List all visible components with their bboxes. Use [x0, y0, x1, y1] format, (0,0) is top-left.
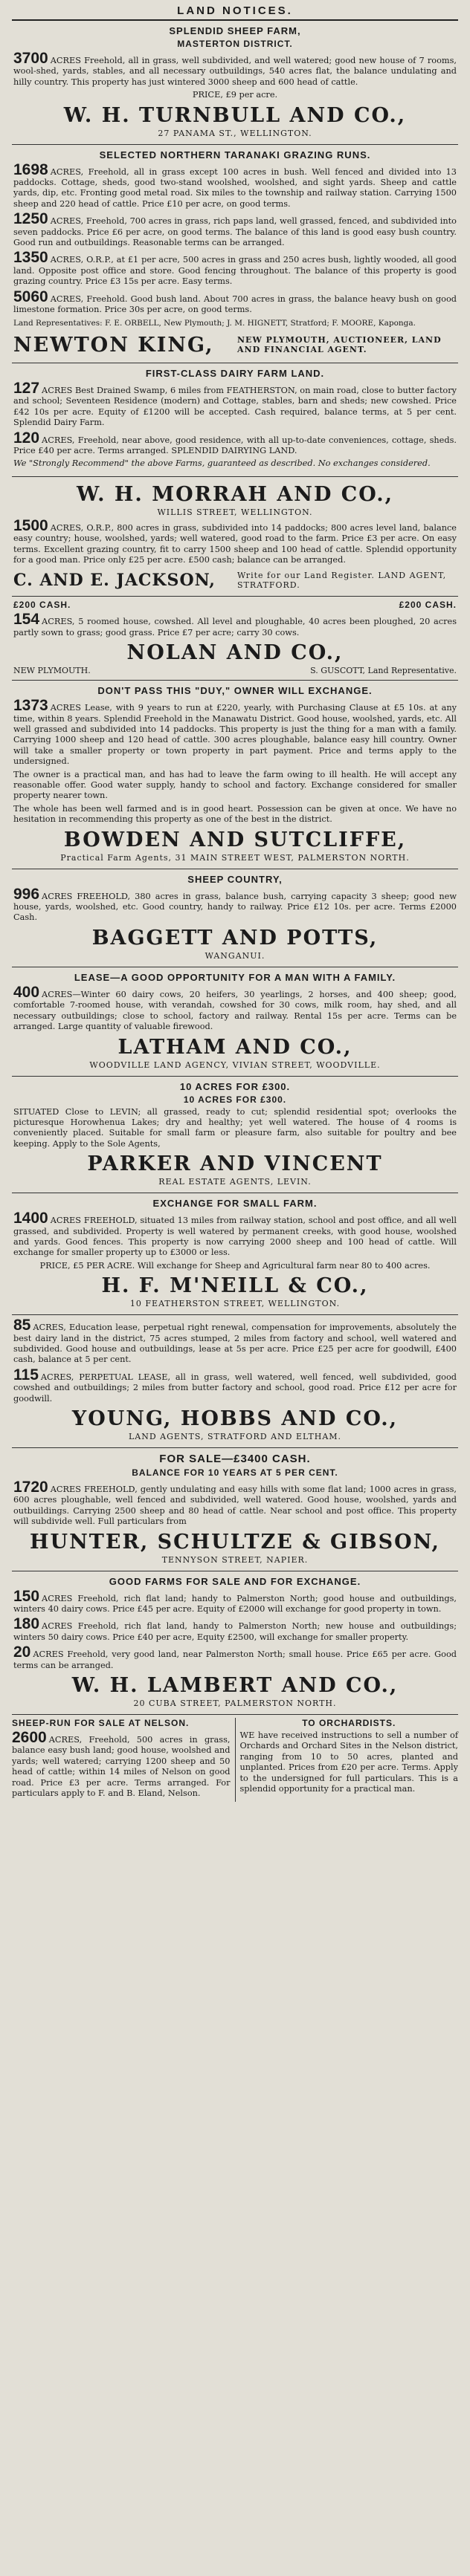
firm-address: Practical Farm Agents, 31 MAIN STREET WEST, PALMERSTON NORTH.: [60, 852, 410, 863]
notice-heading: FIRST-CLASS DAIRY FARM LAND.: [145, 367, 325, 379]
firm-name: BOWDEN AND SUTCLIFFE,: [63, 828, 407, 851]
listing-text: ACRES Freehold, rich flat land, handy to Palmerston North; new house and outbuildings; winters 50 dairy cows. Price £40 per acre, Equity £2500, will exchange for smaller property.: [13, 1621, 457, 1642]
listing-entry: [13, 1645, 457, 1671]
firm-name: NEWTON KING,: [13, 333, 214, 357]
notice-nelson-run: [12, 1718, 231, 1801]
listing-text: SITUATED Close to LEVIN; all grassed, ready to cut; splendid residential spot; overlooks the picturesque Horowhenua Lakes; dry and healthy; yet well watered. The house of 4 rooms is conveniently placed. Suitable for small farm or pleasure farm, also suitable for poultry and bee keeping. Apply to the Sole Agents,: [13, 1106, 457, 1149]
notice-nolan: [12, 597, 458, 681]
notice-heading: SELECTED NORTHERN TARANAKI GRAZING RUNS.: [99, 149, 371, 160]
notice-lease: [12, 967, 458, 1077]
listing-text: ACRES FREEHOLD, situated 13 miles from railway station, school and post office, and all well grassed, and subdivided. Property is well watered by permanent creeks, with good house, woolshed and yards. Good fences. This property is now carrying 2000 sheep and 100 head of cattle. Will exchange for smaller property up to £3000 or less.: [13, 1216, 457, 1258]
notice-heading: 10 ACRES FOR £300.: [179, 1080, 291, 1092]
acreage-number: 3700: [13, 50, 48, 67]
firm-address: Write for our Land Register. LAND AGENT, STRATFORD.: [237, 571, 447, 591]
firm-address: REAL ESTATE AGENTS, LEVIN.: [158, 1177, 312, 1187]
listing-text: ACRES FREEHOLD, gently undulating and easy hills with some flat land; 1000 acres in grass, 600 acres ploughable, well fenced and subdivided, well watered. Good house, woolshed, yards and outbuildings. Carrying 2500 sheep and 80 head of cattle. Near school and post office. This property will subdivide well. Full particulars from: [13, 1485, 457, 1527]
firm-name: HUNTER, SCHULTZE & GIBSON,: [30, 1530, 440, 1554]
acreage-number: 1250: [13, 210, 48, 228]
acreage-number: 5060: [13, 288, 48, 305]
listing-paragraph: The owner is a practical man, and has had to leave the farm owing to ill health. He will accept any reasonable offer. Good water supply, handy to school and factory. Exchange considered for smaller property nearer town.: [13, 769, 457, 801]
listing-entry: [13, 1368, 457, 1404]
acreage-number: 996: [13, 885, 40, 903]
listing-entry: [13, 250, 457, 287]
notice-sheep-country: [12, 869, 458, 967]
notice-heading: SHEEP COUNTRY,: [187, 873, 283, 885]
listing-entry: [13, 698, 457, 767]
notice-exchange: [12, 681, 458, 869]
listing-entry: [13, 985, 457, 1033]
listing-entry: [13, 1211, 457, 1259]
acreage-number: 2600: [12, 1729, 47, 1747]
listing-text: ACRES, 5 roomed house, cowshed. All level and ploughable, 40 acres been ploughed, 20 acres partly sown to grass; good grass. Price £7 per acre; carry 30 cows.: [13, 617, 457, 637]
firm-address: LAND AGENTS, STRATFORD AND ELTHAM.: [128, 1432, 342, 1441]
price-line: PRICE, £5 PER ACRE. Will exchange for Sheep and Agricultural farm near 80 to 400 acres.: [39, 1260, 431, 1271]
firm-name: W. H. TURNBULL AND CO.,: [63, 103, 407, 127]
firm-name: H. F. M'NEILL & CO.,: [101, 1274, 369, 1298]
firm-row: [13, 331, 457, 358]
notice-heading: EXCHANGE FOR SMALL FARM.: [152, 1198, 318, 1210]
acreage-number: 180: [13, 1615, 40, 1633]
address-row: [13, 666, 457, 675]
notice-levin: [12, 1077, 458, 1194]
firm-name: W. H. MORRAH AND CO.,: [76, 482, 394, 506]
notice-sheep-farm: [12, 21, 458, 145]
notice-subheading: MASTERTON DISTRICT.: [177, 39, 293, 49]
notice-heading: FOR SALE—£3400 CASH.: [159, 1453, 311, 1465]
firm-address: 27 PANAMA ST., WELLINGTON.: [158, 128, 312, 138]
notice-dairy-farm-land: [12, 363, 458, 477]
acreage-number: 1373: [13, 697, 48, 715]
notice-young-hobbs: [12, 1315, 458, 1448]
notice-good-farms: [12, 1571, 458, 1715]
notice-heading: SPLENDID SHEEP FARM,: [169, 25, 301, 36]
notice-taranaki-runs: [12, 145, 458, 363]
notice-subheading: BALANCE FOR 10 YEARS AT 5 PER CENT.: [132, 1467, 338, 1478]
acreage-number: 120: [13, 429, 40, 447]
newspaper-page: [12, 0, 458, 1802]
firm-address: NEW PLYMOUTH, AUCTIONEER, LAND AND FINANCIAL AGENT.: [237, 334, 442, 354]
notice-heading: GOOD FARMS FOR SALE AND FOR EXCHANGE.: [109, 1575, 361, 1587]
price-line: PRICE, £9 per acre.: [192, 90, 278, 100]
firm-name: PARKER AND VINCENT: [87, 1152, 383, 1176]
listing-text: ACRES, Freehold, all in grass except 100 acres in bush. Well fenced and divided into 13 paddocks. Cottage, sheds, good two-stand woolshed, woolshed, and sight yards. Sheep and cattle yards, dip, etc. Fronting good metal road. Six miles to the township and railway station. Carrying 1500 sheep and 220 head of cattle. Price £10 per acre, on good terms.: [13, 166, 457, 209]
listing-entry: [13, 1480, 457, 1528]
listing-text: ACRES, Freehold. Good bush land. About 700 acres in grass, the balance heavy bush on good limestone formation. Price 30s per acre, on good terms.: [13, 293, 457, 315]
page-header: LAND NOTICES.: [12, 3, 458, 21]
firm-name: YOUNG, HOBBS AND CO.,: [71, 1407, 399, 1430]
acreage-number: 1400: [13, 1210, 48, 1227]
notice-body: [13, 51, 457, 88]
listing-text: ACRES, Freehold, near above, good residence, with all up-to-date conveniences, cottage, sheds. Price £40 per acre. Terms arranged. SPLENDID DAIRYING LAND.: [13, 435, 457, 455]
notice-heading: LEASE—A GOOD OPPORTUNITY FOR A MAN WITH A FAMILY.: [74, 971, 396, 983]
firm-address: NEW PLYMOUTH.: [13, 666, 91, 676]
notice-text: ACRES Freehold, all in grass, well subdivided, and well watered; good new house of 7 rooms, wool-shed, yards, stables, and all necessary outbuildings, 540 acres flat, the balance undulating and hilly country. This property has just wintered 3000 sheep and 600 head of cattle.: [13, 56, 457, 87]
notice-orchardists: [240, 1718, 459, 1801]
firm-name: C. AND E. JACKSON,: [13, 571, 216, 591]
listing-entry: [12, 1730, 231, 1799]
representatives-note: Land Representatives: F. E. ORBELL, New Plymouth; J. M. HIGNETT, Stratford; F. MOORE, Kaponga.: [13, 318, 416, 328]
notice-small-farm-exchange: [12, 1193, 458, 1315]
recommend-note: We "Strongly Recommend" the above Farms, guaranteed as described. No exchanges considered.: [13, 458, 431, 469]
acreage-number: 1720: [13, 1479, 48, 1496]
notice-morrah: [12, 477, 458, 597]
listing-text: ACRES, O.R.P., 800 acres in grass, subdivided into 14 paddocks; 800 acres level land, balance easy country; house, woolshed, yards; well watered, good road to the farm. Price £3 per acre. On easy terms. Excellent grazing country, fit to carry 1500 sheep and 100 head of cattle. Splendid opportunity for a good man. Price only £25 per acre. £500 cash; balance can be arranged.: [13, 522, 457, 565]
listing-text: ACRES Freehold, rich flat land; handy to Palmerston North; good house and outbuildings, winters 40 dairy cows. Price £45 per acre. Equity of £2000 will exchange for good property in town.: [13, 1593, 457, 1615]
notice-for-sale-cash: [12, 1448, 458, 1571]
column-divider: [235, 1718, 236, 1801]
listing-entry: [13, 1318, 457, 1366]
listing-text: ACRES FREEHOLD, 380 acres in grass, balance bush, carrying capacity 3 sheep; good new house, yards, woolshed, etc. Good country, handy to railway. Price £12 10s. per acre. Terms £2000 Cash.: [13, 891, 457, 923]
acreage-number: 400: [13, 983, 40, 1001]
listing-entry: [13, 1589, 457, 1615]
firm-address: 10 FEATHERSTON STREET, WELLINGTON.: [129, 1299, 341, 1309]
acreage-number: 127: [13, 379, 40, 397]
listing-text: ACRES, O.R.P., at £1 per acre, 500 acres in grass and 250 acres bush, lightly wooded, all good land. Opposite post office and store. Good fencing throughout. The balance of this property is good grazing country. Price £3 15s per acre. Easy terms.: [13, 255, 457, 287]
acreage-number: 1500: [13, 516, 48, 534]
cash-right: £200 CASH.: [399, 600, 457, 611]
acreage-number: 154: [13, 611, 40, 629]
listing-text: ACRES—Winter 60 dairy cows, 20 heifers, 30 yearlings, 2 horses, and 400 sheep; good, comfortable 7-roomed house, with verandah, cowshed for 30 cows, milk room, hay shed, and all necessary outbuildings; close to school, factory and railway. Rental 15s per acre. Terms can be arranged. Large quantity of valuable firewood.: [13, 989, 457, 1032]
cash-left: £200 CASH.: [13, 600, 71, 611]
listing-text: ACRES Freehold, very good land, near Palmerston North; small house. Price £65 per acre. Good terms can be arranged.: [13, 1649, 457, 1670]
listing-entry: [13, 612, 457, 638]
notice-heading: DON'T PASS THIS "DUY," OWNER WILL EXCHANGE.: [97, 685, 373, 697]
listing-text: ACRES, PERPETUAL LEASE, all in grass, well watered, well fenced, well subdivided, good cowshed and outbuildings; 2 miles from butter factory and school, good road. Price £12 per acre for goodwill.: [13, 1372, 457, 1404]
representative: S. GUSCOTT, Land Representative.: [310, 666, 457, 676]
notice-heading: SHEEP-RUN FOR SALE AT NELSON.: [12, 1718, 190, 1729]
listing-text: ACRES, Education lease, perpetual right renewal, compensation for improvements, absolutely the best dairy land in the district, 75 acres stumped, 2 miles from factory and school, well watered and subdivided. Good house and outbuildings, lease at 5s per acre. Price £25 per acre for goodwill, £400 cash, balance at 5 per cent.: [13, 1323, 457, 1365]
firm-name: NOLAN AND CO.,: [126, 641, 344, 665]
listing-text: ACRES, Freehold, 500 acres in grass, balance easy bush land; good house, woolshed and yards; well watered; carrying 1200 sheep and 50 head of cattle; within 14 miles of Nelson on good road. Price £3 per acre. Terms arranged. For particulars apply to F. and B. Eland, Nelson.: [12, 1735, 231, 1799]
listing-entry: [13, 160, 457, 210]
firm-name: W. H. LAMBERT AND CO.,: [71, 1674, 399, 1698]
notice-heading: TO ORCHARDISTS.: [302, 1718, 396, 1729]
acreage-number: 1350: [13, 249, 48, 267]
listing-text: ACRES Lease, with 9 years to run at £220, yearly, with Purchasing Clause at £5 10s. at any time, within 8 years. Splendid Freehold in the Manawatu District. Good house, woolshed, yards, etc. All well grassed and subdivided into 14 paddocks. This property is just the thing for a man with a family. Carrying 1000 sheep and 120 head of cattle. 300 acres ploughable, balance easy hill country. Owner will take a smaller property or town property in part payment. Price and terms apply to the undersigned.: [13, 703, 457, 767]
acreage-number: 115: [13, 1366, 39, 1383]
firm-address: TENNYSON STREET, NAPIER.: [161, 1554, 309, 1565]
listing-entry: [13, 381, 457, 429]
acreage-number: 20: [13, 1644, 31, 1661]
listing-entry: [13, 290, 457, 316]
notice-subheading: 10 ACRES FOR £300.: [183, 1094, 287, 1105]
cash-row: [13, 600, 457, 612]
firm-address: WILLIS STREET, WELLINGTON.: [157, 507, 313, 517]
listing-text: ACRES Best Drained Swamp, 6 miles from FEATHERSTON, on main road, close to butter factory and school; Seventeen Residence (modern) and Cottage, stables, barn and sheds; new cowshed. Price £42 10s per acre. Equity of £1200 will be accepted. Cash required, balance terms, at 5 per cent. Splendid Dairy Farm.: [13, 385, 457, 428]
listing-entry: [13, 1617, 457, 1643]
firm-address: WOODVILLE LAND AGENCY, VIVIAN STREET, WOODVILLE.: [89, 1060, 381, 1070]
acreage-number: 150: [13, 1587, 40, 1605]
listing-text: ACRES, Freehold, 700 acres in grass, rich paps land, well grassed, fenced, and subdivided into seven paddocks. Price £6 per acre, on good terms. The balance of this land is good easy bush country. Good run and outbuildings. Reasonable terms can be arranged.: [13, 216, 457, 248]
acreage-number: 85: [13, 1317, 31, 1334]
firm-name: LATHAM AND CO.,: [118, 1035, 352, 1059]
firm-row: [13, 568, 457, 591]
firm-name: BAGGETT AND POTTS,: [91, 926, 379, 950]
listing-paragraph: The whole has been well farmed and is in good heart. Possession can be given at once. We have no hesitation in recommending this property as one of the best in the district.: [13, 803, 457, 825]
listing-entry: [13, 212, 457, 248]
listing-entry: [13, 887, 457, 924]
listing-entry: [13, 516, 457, 566]
acreage-number: 1698: [13, 160, 48, 178]
listing-entry: [13, 431, 457, 457]
listing-text: WE have received instructions to sell a number of Orchards and Orchard Sites in the Nelson district, ranging from 10 to 50 acres, planted and unplanted. Prices from £20 per acre. Terms. Apply to the undersigned for full particulars. This is a splendid opportunity for a practical man.: [239, 1730, 458, 1794]
firm-address: WANGANUI.: [205, 950, 265, 961]
firm-address: 20 CUBA STREET, PALMERSTON NORTH.: [133, 1699, 337, 1709]
notice-bottom-columns: [12, 1715, 458, 1801]
